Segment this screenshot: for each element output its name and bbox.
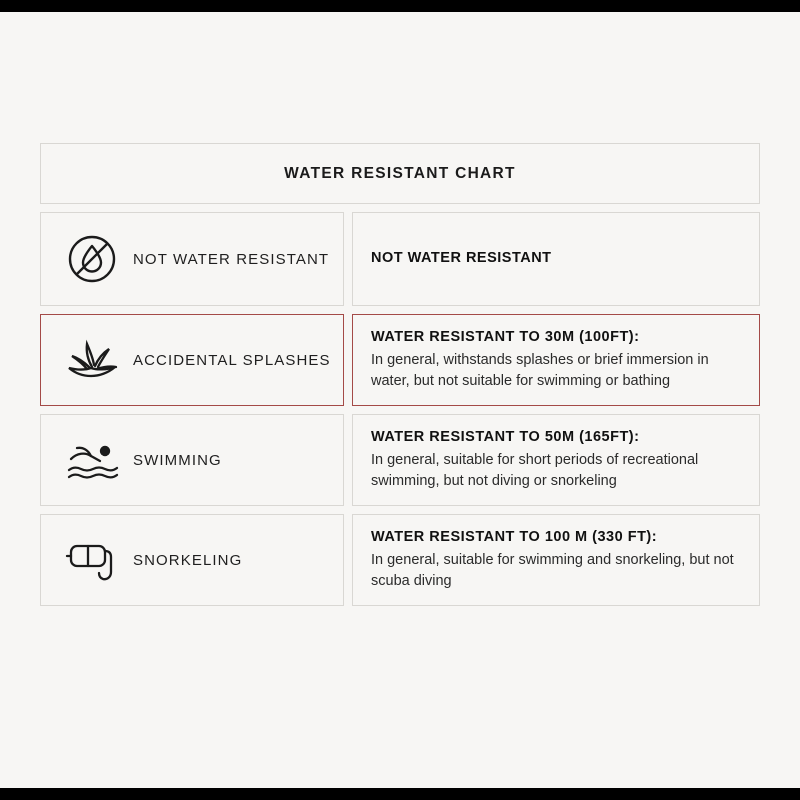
row-label: ACCIDENTAL SPLASHES	[133, 351, 331, 369]
table-row	[40, 514, 760, 606]
row-description: In general, suitable for short periods of recreational swimming, but not diving or snorkeling	[371, 451, 699, 489]
row-heading: WATER RESISTANT TO 50M (165FT):	[371, 429, 640, 446]
row-icon-cell	[40, 212, 344, 306]
chart-title-row	[40, 143, 760, 204]
swimmer-icon	[59, 429, 125, 491]
row-heading: WATER RESISTANT TO 30M (100FT):	[371, 329, 640, 346]
row-detail-cell	[352, 314, 760, 406]
row-detail-cell	[352, 514, 760, 606]
snorkel-mask-icon	[59, 529, 125, 591]
letterbox-top	[0, 0, 800, 12]
row-icon-cell	[40, 514, 344, 606]
table-row	[40, 212, 760, 306]
splash-icon	[59, 329, 125, 391]
row-detail-cell	[352, 212, 760, 306]
water-resistant-chart	[40, 143, 760, 606]
row-label: SWIMMING	[133, 451, 222, 469]
row-heading: NOT WATER RESISTANT	[371, 250, 552, 267]
table-row	[40, 414, 760, 506]
letterbox-bottom	[0, 788, 800, 800]
table-row	[40, 314, 760, 406]
row-description: In general, suitable for swimming and snorkeling, but not scuba diving	[371, 551, 734, 589]
row-icon-cell	[40, 314, 344, 406]
row-label: NOT WATER RESISTANT	[133, 250, 330, 268]
row-label: SNORKELING	[133, 551, 243, 569]
page-title: WATER RESISTANT CHART	[284, 164, 516, 182]
row-heading: WATER RESISTANT TO 100 M (330 FT):	[371, 529, 658, 546]
row-icon-cell	[40, 414, 344, 506]
no-water-drop-icon	[59, 228, 125, 290]
row-detail-cell	[352, 414, 760, 506]
row-description: In general, withstands splashes or brief immersion in water, but not suitable for swimming or bathing	[371, 351, 709, 389]
